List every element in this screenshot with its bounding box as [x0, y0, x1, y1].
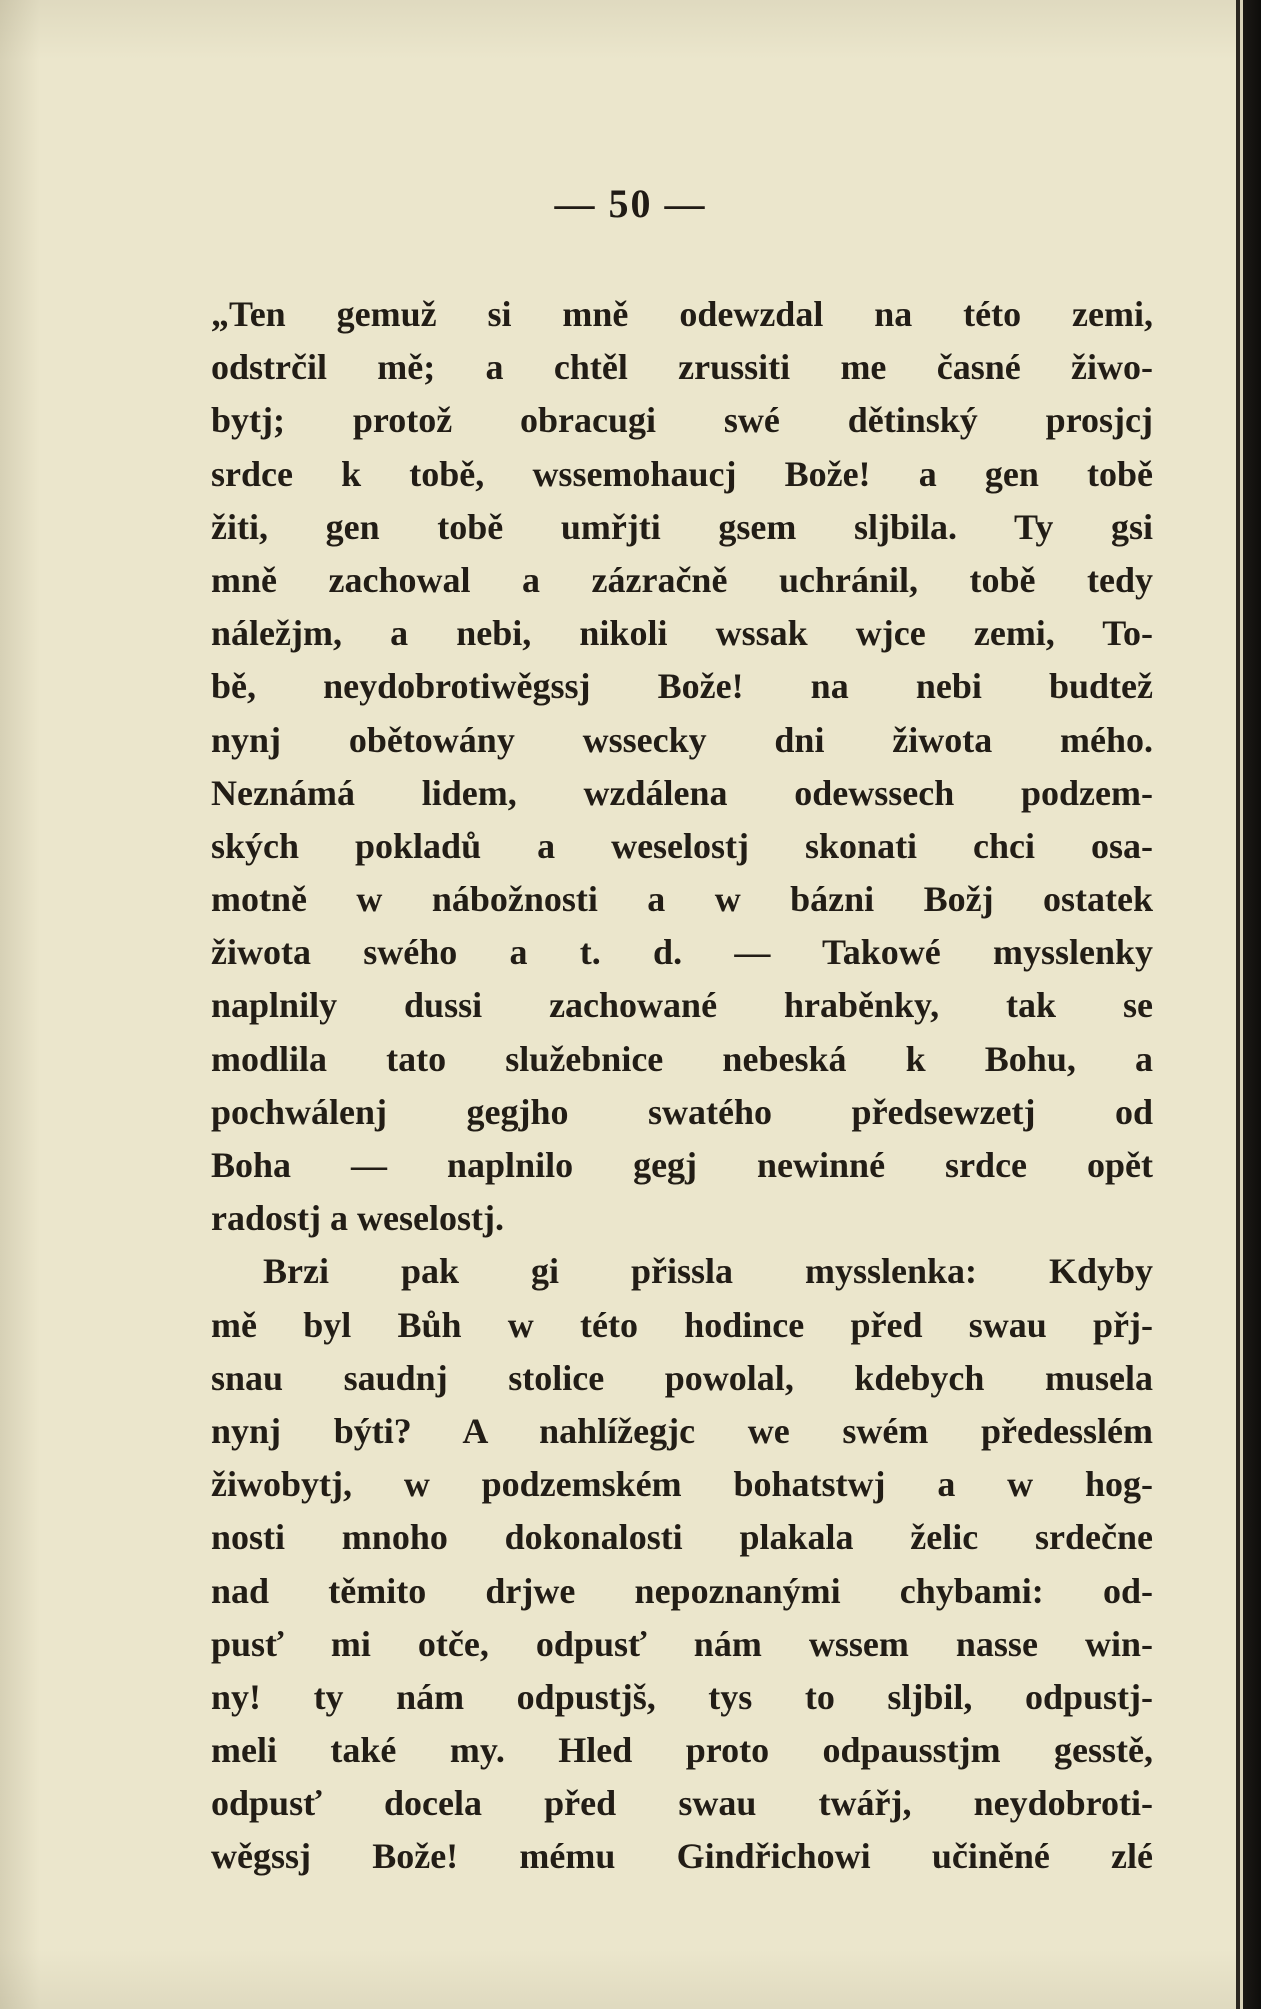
- text-line: Boha — naplnilo gegj newinné srdce opět: [211, 1145, 1153, 1185]
- text-line: pochwálenj gegjho swatého předsewzetj od: [211, 1091, 1153, 1132]
- text-line: mě byl Bůh w této hodince před swau přj-: [211, 1304, 1153, 1345]
- text-line: nynj býti? A nahlížegjc we swém předesslém: [211, 1410, 1153, 1451]
- text-line: ských pokladů a weselostj skonati chci osa-: [211, 825, 1153, 866]
- text-line: motně w nábožnosti a w bázni Božj ostatek: [211, 879, 1153, 920]
- text-line: žiwobytj, w podzemském bohatstwj a w hog-: [211, 1464, 1153, 1505]
- text-line: nynj obětowány wssecky dni žiwota mého.: [211, 719, 1153, 760]
- page-number: — 50 —: [554, 181, 707, 226]
- text-line: bytj; protož obracugi swé dětinský prosjcj: [211, 400, 1153, 441]
- text-line: náležjm, a nebi, nikoli wssak wjce zemi, To-: [211, 613, 1153, 654]
- text-line: snau saudnj stolice powolal, kdebych musela: [211, 1357, 1153, 1398]
- text-line: modlila tato služebnice nebeská k Bohu, a: [211, 1038, 1153, 1079]
- text-line: odstrčil mě; a chtěl zrussiti me časné žiwo-: [211, 347, 1153, 388]
- text-line: nad těmito drjwe nepoznanými chybami: od-: [211, 1570, 1153, 1611]
- text-line: nosti mnoho dokonalosti plakala želic srdečne: [211, 1517, 1153, 1558]
- text-line: „Ten gemuž si mně odewzdal na této zemi,: [211, 294, 1153, 334]
- text-line: pusť mi otče, odpusť nám wssem nasse win-: [211, 1623, 1153, 1664]
- text-line: odpusť docela před swau twářj, neydobroti-: [211, 1783, 1153, 1824]
- text-line: bě, neydobrotiwěgssj Bože! na nebi budtež: [211, 666, 1153, 707]
- text-line: Neznámá lidem, wzdálena odewssech podzem-: [211, 772, 1153, 813]
- body-text: [211, 288, 1153, 1884]
- text-line: žiwota swého a t. d. — Takowé mysslenky: [211, 932, 1153, 973]
- text-line: žiti, gen tobě umřjti gsem sljbila. Ty gsi: [211, 506, 1153, 547]
- paragraph-start-line: Brzi pak gi přissla mysslenka: Kdyby: [263, 1251, 1153, 1292]
- text-line: ny! ty nám odpustjš, tys to sljbil, odpustj-: [211, 1676, 1153, 1717]
- text-line: naplnily dussi zachowané hraběnky, tak se: [211, 985, 1153, 1026]
- text-line: srdce k tobě, wssemohaucj Bože! a gen tobě: [211, 453, 1153, 494]
- text-line: mně zachowal a zázračně uchránil, tobě tedy: [211, 559, 1153, 600]
- text-line: wěgssj Bože! mému Gindřichowi učiněné zlé: [211, 1836, 1153, 1877]
- paragraph-end-line: radostj a weselostj.: [211, 1198, 504, 1239]
- binding-edge: [1236, 0, 1261, 2009]
- text-line: meli také my. Hled proto odpausstjm gesstě,: [211, 1730, 1153, 1771]
